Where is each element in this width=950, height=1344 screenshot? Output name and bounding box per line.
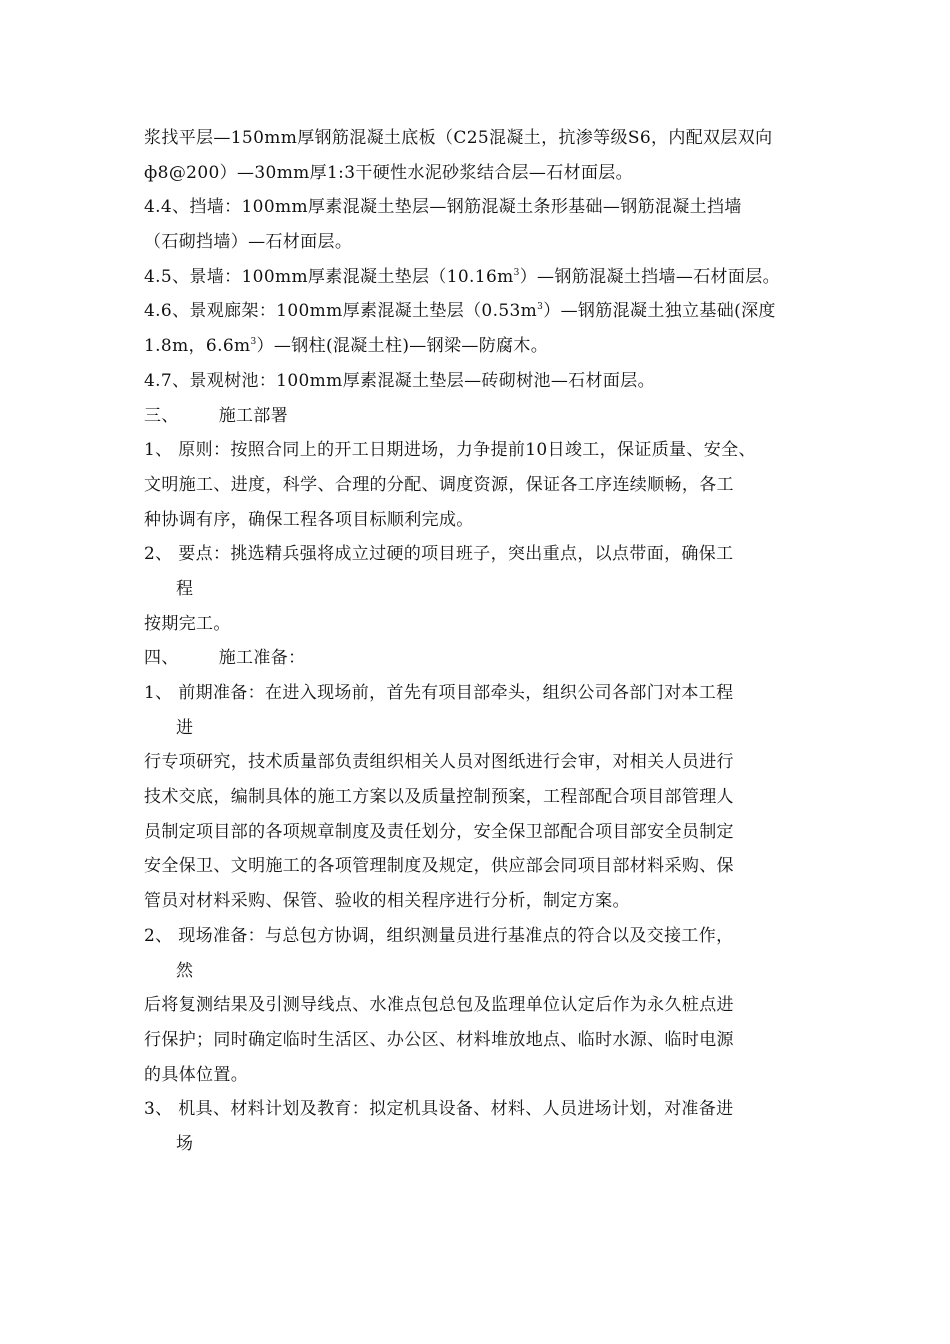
text-line: 管员对材料采购、保管、验收的相关程序进行分析，制定方案。 [144, 891, 630, 912]
superscript: 3 [250, 337, 257, 348]
text-line: 按期完工。 [144, 613, 231, 634]
text-line: 行保护；同时确定临时生活区、办公区、材料堆放地点、临时水源、临时电源 [144, 1029, 734, 1050]
section-number: 三、 [144, 405, 179, 426]
text-line: ф8@200）—30mm厚1:3干硬性水泥砂浆结合层—石材面层。 [144, 162, 634, 183]
text-line: 4.7、景观树池：100mm厚素混凝土垫层—砖砌树池—石材面层。 [144, 370, 655, 391]
superscript: 3 [513, 267, 520, 278]
text-line [144, 260, 814, 295]
text-line: 然 [176, 960, 194, 981]
text-line: 1、 原则：按照合同上的开工日期进场，力争提前10日竣工，保证质量、安全、 [144, 440, 756, 461]
text-line: 员制定项目部的各项规章制度及责任划分，安全保卫部配合项目部安全员制定 [144, 821, 734, 842]
text-line: 安全保卫、文明施工的各项管理制度及规定，供应部会同项目部材料采购、保 [144, 856, 734, 877]
text-segment: ）—钢筋混凝土独立基础(深度 [543, 301, 776, 322]
text-line: 3、 机具、材料计划及教育：拟定机具设备、材料、人员进场计划，对准备进 [144, 1099, 734, 1120]
text-segment: ）—钢柱(混凝土柱)—钢梁—防腐木。 [256, 336, 549, 357]
text-line: 后将复测结果及引测导线点、水准点包总包及监理单位认定后作为永久桩点进 [144, 995, 734, 1016]
text-segment: 4.6、景观廊架：100mm厚素混凝土垫层（0.53m [144, 301, 538, 322]
text-line: 文明施工、进度，科学、合理的分配、调度资源，保证各工序连续顺畅，各工 [144, 474, 734, 495]
text-line: 进 [176, 717, 194, 738]
text-line: 2、 现场准备：与总包方协调，组织测量员进行基准点的符合以及交接工作， [144, 925, 734, 946]
section-title: 施工部署 [218, 405, 289, 426]
text-line: 2、 要点：挑选精兵强将成立过硬的项目班子，突出重点，以点带面，确保工 [144, 544, 734, 565]
text-segment: ）—钢筋混凝土挡墙—石材面层。 [519, 266, 780, 287]
superscript: 3 [537, 302, 544, 313]
text-line [144, 294, 814, 329]
text-line: 技术交底，编制具体的施工方案以及质量控制预案，工程部配合项目部管理人 [144, 787, 734, 808]
section-number: 四、 [144, 648, 179, 669]
section-heading [144, 641, 814, 676]
document-body [144, 121, 814, 1162]
section-heading [144, 399, 814, 434]
text-line: 场 [176, 1133, 194, 1154]
text-line: 程 [176, 578, 194, 599]
text-line [144, 329, 814, 364]
text-segment: 4.5、景墙：100mm厚素混凝土垫层（10.16m [144, 266, 514, 287]
text-segment: 1.8m，6.6m [144, 336, 251, 357]
section-title: 施工准备： [218, 648, 306, 669]
text-line: 行专项研究，技术质量部负责组织相关人员对图纸进行会审，对相关人员进行 [144, 752, 734, 773]
text-line: 浆找平层—150mm厚钢筋混凝土底板（C25混凝土，抗渗等级S6，内配双层双向 [144, 128, 773, 148]
text-line: （石砌挡墙）—石材面层。 [144, 232, 353, 253]
text-line: 的具体位置。 [144, 1064, 249, 1085]
text-line: 种协调有序，确保工程各项目标顺利完成。 [144, 509, 474, 530]
text-line: 4.4、挡墙：100mm厚素混凝土垫层—钢筋混凝土条形基础—钢筋混凝土挡墙 [144, 197, 742, 218]
text-line: 1、 前期准备：在进入现场前，首先有项目部牵头，组织公司各部门对本工程 [144, 683, 734, 703]
